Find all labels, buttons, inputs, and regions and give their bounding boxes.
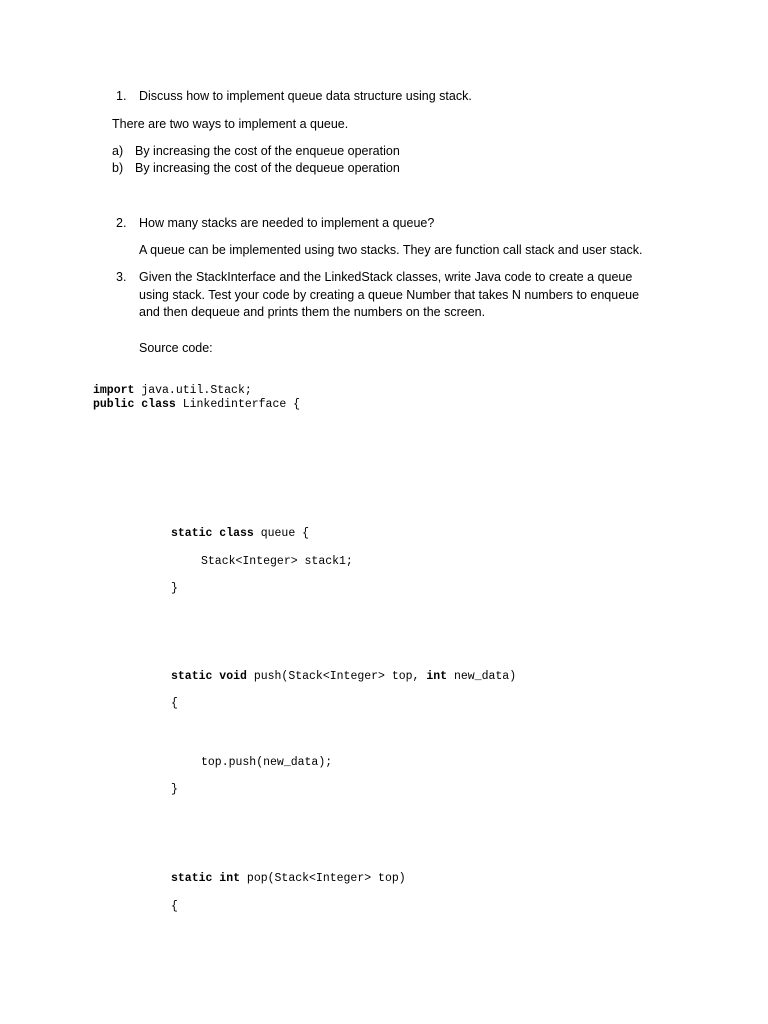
code-keyword: static int: [171, 872, 241, 885]
code-line-pop-signature: [171, 872, 406, 886]
question-1-text: Discuss how to implement queue data structure using stack.: [139, 89, 472, 103]
code-text: queue {: [253, 527, 310, 540]
question-2-text: How many stacks are needed to implement a queue?: [139, 216, 435, 230]
code-keyword: int: [426, 670, 448, 683]
code-line-open-brace: {: [171, 900, 178, 913]
code-text: pop(Stack<Integer> top): [240, 872, 406, 885]
code-keyword: import: [93, 384, 135, 397]
code-keyword: public class: [93, 398, 176, 411]
answer-1-item-a-text: By increasing the cost of the enqueue operation: [135, 144, 400, 158]
code-keyword: static void: [171, 670, 247, 683]
question-3-line-1: Given the StackInterface and the LinkedStack classes, write Java code to create a queue: [139, 270, 633, 284]
question-3-line-2: using stack. Test your code by creating a queue Number that takes N numbers to enqueue: [139, 288, 640, 302]
code-line-open-brace: {: [171, 697, 178, 710]
code-line-push-call: top.push(new_data);: [201, 756, 333, 769]
answer-2-text: A queue can be implemented using two stacks. They are function call stack and user stack.: [139, 243, 643, 257]
code-line-close-brace: }: [171, 582, 178, 595]
answer-1-item-a-marker: a): [112, 144, 124, 158]
question-1-number: 1.: [116, 89, 127, 103]
code-line-import: [93, 384, 252, 398]
answer-1-intro: There are two ways to implement a queue.: [112, 117, 349, 131]
code-line-static-class: [171, 527, 309, 541]
code-line-close-brace: }: [171, 783, 178, 796]
question-2-number: 2.: [116, 216, 127, 230]
code-line-push-signature: [171, 670, 516, 684]
code-keyword: static class: [171, 527, 254, 540]
question-3-number: 3.: [116, 270, 127, 284]
source-code-label: Source code:: [139, 341, 213, 355]
code-text: Linkedinterface {: [175, 398, 301, 411]
code-text: java.util.Stack;: [134, 384, 252, 397]
code-line-stack-field: Stack<Integer> stack1;: [201, 555, 353, 568]
code-text: push(Stack<Integer> top,: [246, 670, 427, 683]
code-text: new_data): [447, 670, 517, 683]
code-line-class-decl: [93, 398, 300, 412]
answer-1-item-b-marker: b): [112, 161, 124, 175]
answer-1-item-b-text: By increasing the cost of the dequeue operation: [135, 161, 400, 175]
question-3-line-3: and then dequeue and prints them the numbers on the screen.: [139, 305, 486, 319]
